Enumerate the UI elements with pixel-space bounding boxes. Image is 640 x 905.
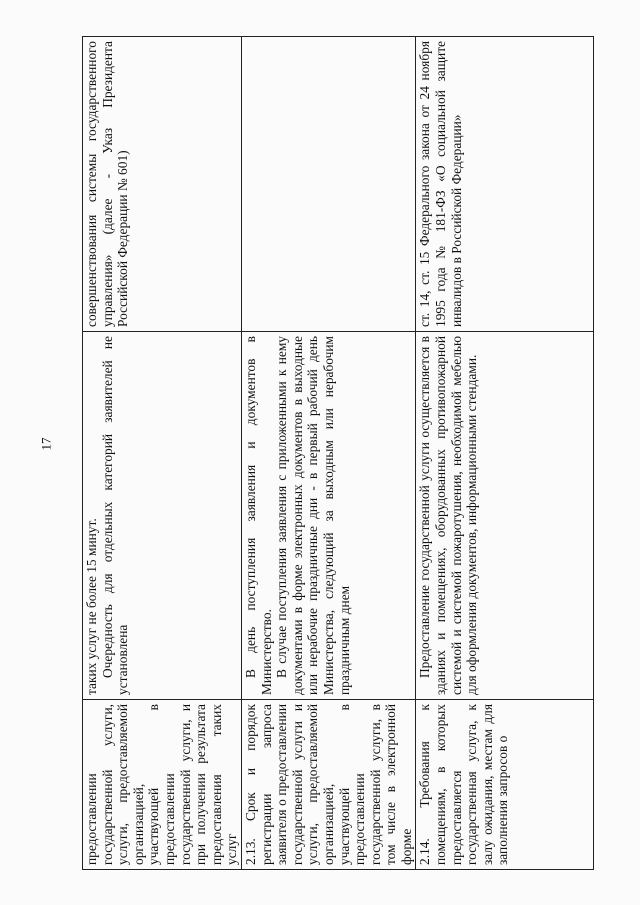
cell-text: 2.14. Требования к помещениям, в которых предоставляется государственная услуга, к залу ожидания, местам для заполнения запросов о (417, 704, 511, 865)
cell-text: В день поступления заявления и документов в Министерство. (242, 336, 274, 695)
table-cell-requirement (241, 700, 416, 870)
cell-text: 2.13. Срок и порядок регистрации запроса заявителя о предоставлении государственной услуги и услуги, предоставляемой организацией, участвующей в предоставлении государственной услуги, в том числе в электронной форме (242, 704, 414, 865)
cell-text: Очередность для отдельных категорий заявителей не установлена (99, 336, 131, 695)
table-cell-content (83, 332, 242, 700)
table-cell-content (241, 332, 416, 700)
table-cell-legal-basis (241, 37, 416, 332)
table-cell-requirement (83, 700, 242, 870)
cell-text: ст. 14, ст. 15 Федерального закона от 24 ноября 1995 года № 181-ФЗ «О социальной защите инвалидов в Российской Федерации» (417, 41, 464, 327)
table-cell-legal-basis (83, 37, 242, 332)
cell-text: таких услуг не более 15 минут. (84, 518, 99, 695)
regulation-table (82, 36, 594, 870)
table-cell-content (416, 332, 594, 700)
table-row (241, 37, 416, 870)
page-number: 17 (38, 437, 54, 451)
cell-text: Предоставление государственной услуги осуществляется в зданиях и помещениях, оборудованных противопожарной системой и системой пожаротушения, необходимой мебелью для оформления документов, информационными стендами. (417, 336, 480, 695)
cell-text: предоставлении государственной услуги, услуги, предоставляемой организацией, участвующей в предоставлении государственной услуги, и при получении результата предоставления таких услуг (84, 704, 240, 865)
table-row (83, 37, 242, 870)
table-row (416, 37, 594, 870)
cell-text: совершенствования системы государственного управления» (далее - Указ Президента Российской Федерации № 601) (84, 41, 131, 327)
cell-text: В случае поступления заявления с приложенными к нему документами в форме электронных документов в выходные или нерабочие праздничные дни - в первый рабочий день Министерства, следующий за выходным или нерабочим праздничным днем (274, 336, 352, 695)
table-cell-legal-basis (416, 37, 594, 332)
table-cell-requirement (416, 700, 594, 870)
